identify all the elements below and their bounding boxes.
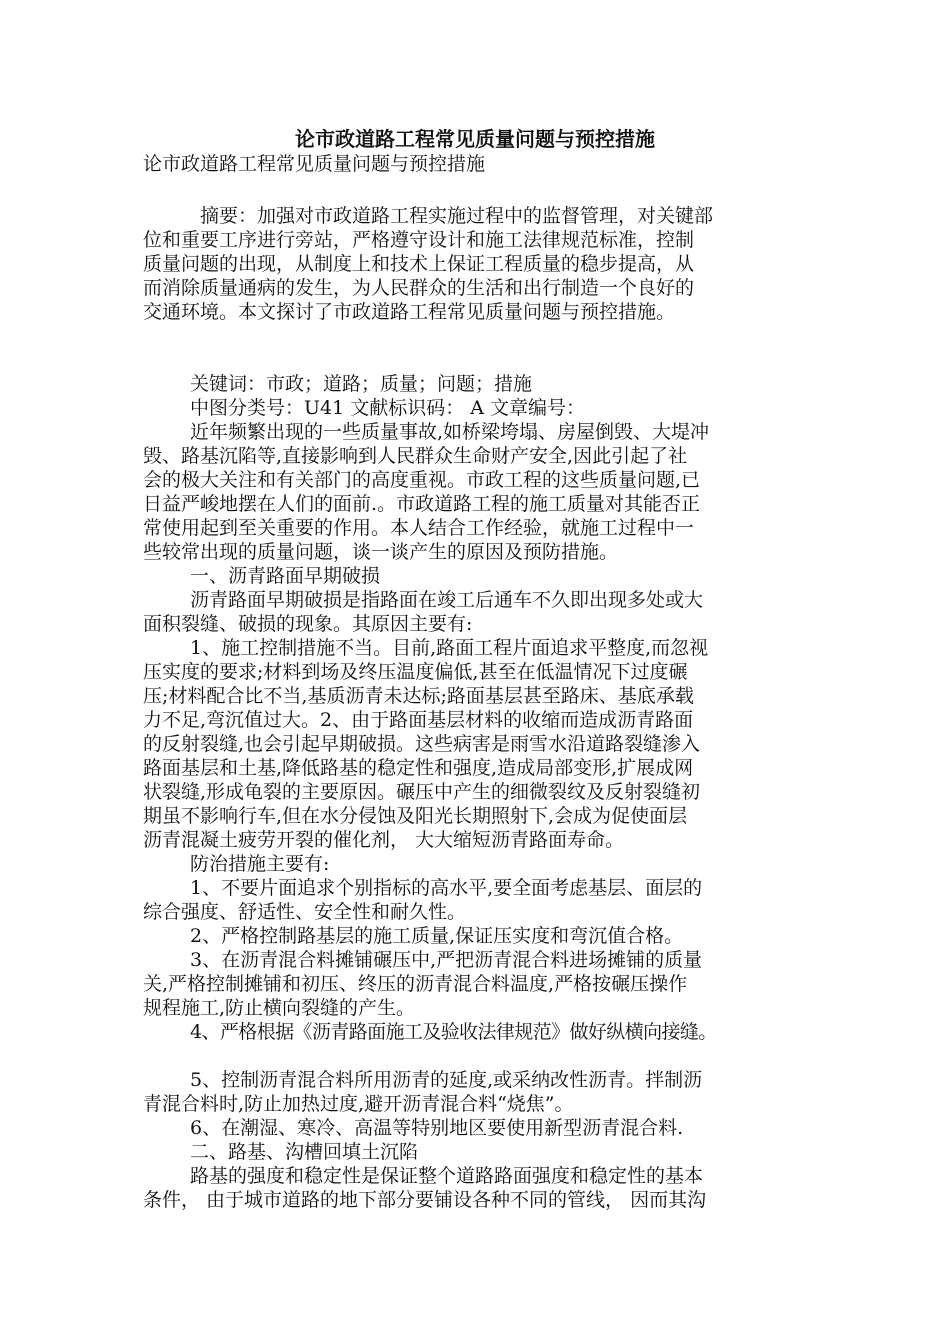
intro-line: 日益严峻地摆在人们的面前.。市政道路工程的施工质量对其能否正 — [143, 493, 701, 515]
intro-line: 近年频繁出现的一些质量事故,如桥梁垮塌、房屋倒毁、大堤冲 — [190, 421, 710, 443]
paragraph-line: 1、不要片面追求个别指标的高水平,要全面考虑基层、面层的 — [190, 877, 703, 899]
measure-1 — [143, 876, 823, 924]
abstract-line: 而消除质量通病的发生，为人民群众的生活和出行制造一个良好的 — [143, 277, 695, 299]
section1-definition — [143, 588, 823, 636]
paragraph-line: 状裂缝,形成龟裂的主要原因。碾压中产生的细微裂纹及反射裂缝初 — [143, 781, 701, 803]
intro-line: 常使用起到至关重要的作用。本人结合工作经验，就施工过程中一 — [143, 517, 695, 539]
paragraph-line: 的反射裂缝,也会引起早期破损。这些病害是雨雪水沿道路裂缝渗入 — [143, 733, 701, 755]
paragraph-line: 面积裂缝、破损的现象。其原因主要有: — [143, 613, 473, 635]
abstract-line: 质量问题的出现，从制度上和技术上保证工程质量的稳步提高，从 — [143, 253, 695, 275]
measures-intro: 防治措施主要有: — [190, 853, 330, 875]
paragraph-line: 5、控制沥青混合料所用沥青的延度,或采纳改性沥青。拌制沥 — [190, 1069, 703, 1091]
section2-paragraph — [143, 1164, 823, 1212]
spacer — [143, 348, 823, 372]
paragraph-line: 路基的强度和稳定性是保证整个道路路面强度和稳定性的基本 — [190, 1165, 704, 1187]
spacer — [143, 1044, 823, 1068]
section-heading: 二、路基、沟槽回填土沉陷 — [190, 1141, 419, 1163]
measure-2: 2、严格控制路基层的施工质量,保证压实度和弯沉值合格。 — [190, 925, 684, 947]
measure-6: 6、在潮湿、寒冷、高温等特别地区要使用新型沥青混合料. — [190, 1117, 684, 1139]
paragraph-line: 力不足,弯沉值过大。2、由于路面基层材料的收缩而造成沥青路面 — [143, 709, 694, 731]
paragraph-line: 压;材料配合比不当,基质沥青未达标;路面基层甚至路床、基底承载 — [143, 685, 694, 707]
paragraph-line: 关,严格控制摊铺和初压、终压的沥青混合料温度,严格按碾压操作 — [143, 973, 688, 995]
intro-line: 些较常出现的质量问题，谈一谈产生的原因及预防措施。 — [143, 541, 619, 563]
classification-line: 中图分类号：U41 文献标识码： A 文章编号： — [190, 397, 586, 419]
intro-paragraph — [143, 420, 823, 564]
spacer — [143, 176, 823, 200]
measure-5 — [143, 1068, 823, 1116]
intro-line: 毁、路基沉陷等,直接影响到人民群众生命财产安全,因此引起了社 — [143, 445, 688, 467]
paragraph-line: 条件， 由于城市道路的地下部分要铺设各种不同的管线， 因而其沟 — [143, 1189, 707, 1211]
spacer — [143, 324, 823, 348]
paragraph-line: 青混合料时,防止加热过度,避开沥青混合料“烧焦”。 — [143, 1093, 574, 1115]
document-title: 论市政道路工程常见质量问题与预控措施 — [295, 127, 655, 151]
abstract-line: 交通环境。本文探讨了市政道路工程常见质量问题与预控措施。 — [143, 301, 676, 323]
measure-4: 4、严格根据《沥青路面施工及验收法律规范》做好纵横向接缝。 — [190, 1021, 717, 1043]
paragraph-line: 沥青路面早期破损是指路面在竣工后通车不久即出现多处或大 — [190, 589, 704, 611]
paragraph-line: 期虽不影响行车,但在水分侵蚀及阳光长期照射下,会成为促使面层 — [143, 805, 688, 827]
document-subtitle: 论市政道路工程常见质量问题与预控措施 — [143, 153, 486, 175]
paragraph-line: 综合强度、舒适性、安全性和耐久性。 — [143, 901, 467, 923]
measure-3 — [143, 948, 823, 1020]
abstract-paragraph — [143, 204, 823, 324]
abstract-line: 摘要：加强对市政道路工程实施过程中的监督管理，对关键部 — [200, 205, 714, 227]
section-heading: 一、沥青路面早期破损 — [190, 565, 381, 587]
abstract-line: 位和重要工序进行旁站，严格遵守设计和施工法律规范标准，控制 — [143, 229, 695, 251]
paragraph-line: 压实度的要求;材料到场及终压温度偏低,甚至在低温情况下过度碾 — [143, 661, 688, 683]
paragraph-line: 规程施工,防止横向裂缝的产生。 — [143, 997, 416, 1019]
paragraph-line: 路面基层和土基,降低路基的稳定性和强度,造成局部变形,扩展成网 — [143, 757, 694, 779]
document-body — [143, 152, 823, 1212]
paragraph-line: 沥青混凝土疲劳开裂的催化剂， 大大缩短沥青路面寿命。 — [143, 829, 625, 851]
keywords-line: 关键词：市政；道路；质量；问题；措施 — [190, 373, 533, 395]
section1-causes — [143, 636, 823, 852]
intro-line: 会的极大关注和有关部门的高度重视。市政工程的这些质量问题,已 — [143, 469, 701, 491]
paragraph-line: 3、在沥青混合料摊铺碾压中,严把沥青混合料进场摊铺的质量 — [190, 949, 703, 971]
paragraph-line: 1、施工控制措施不当。目前,路面工程片面追求平整度,而忽视 — [190, 637, 709, 659]
